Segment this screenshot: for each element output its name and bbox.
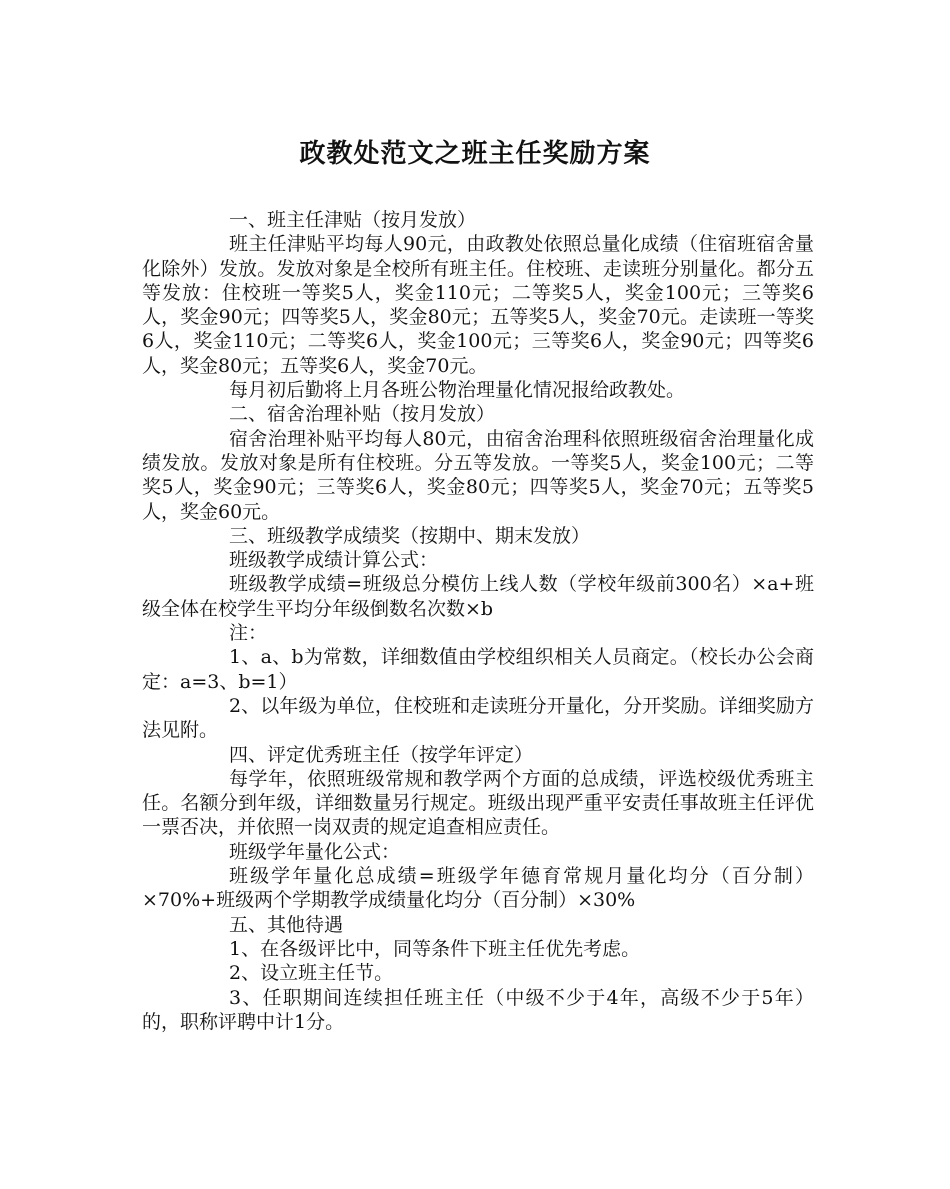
document-title: 政教处范文之班主任奖励方案 xyxy=(299,139,651,169)
paragraph: 每月初后勤将上月各班公物治理量化情况报给政教处。 xyxy=(229,379,686,402)
section-heading-5: 五、其他待遇 xyxy=(229,913,344,936)
section-heading-4: 四、评定优秀班主任（按学年评定） xyxy=(229,743,534,766)
paragraph: 班主任津贴平均每人90元，由政教处依照总量化成绩（住宿班宿舍量化除外）发放。发放对象是全校所有班主任。住校班、走读班分别量化。都分五等发放：住校班一等奖5人，奖金110元；二等奖5人，奖金100元；三等奖6人，奖金90元；四等奖5人，奖金80元；五等奖5人，奖金70元。走读班一等奖6人，奖金110元；二等奖6人，奖金100元；三等奖6人，奖金90元；四等奖6人，奖金80元；五等奖6人，奖金70元。 xyxy=(142,233,814,377)
formula-paragraph: 班级学年量化总成绩=班级学年德育常规月量化均分（百分制）×70%+班级两个学期教学成绩量化均分（百分制）×30% xyxy=(142,865,814,912)
formula-paragraph: 班级教学成绩=班级总分模仿上线人数（学校年级前300名）×a+班级全体在校学生平均分年级倒数名次数×b xyxy=(142,573,814,620)
paragraph: 宿舍治理补贴平均每人80元，由宿舍治理科依照班级宿舍治理量化成绩发放。发放对象是所有住校班。分五等发放。一等奖5人，奖金100元；二等奖5人，奖金90元；三等奖6人，奖金80元；四等奖5人，奖金70元；五等奖5人，奖金60元。 xyxy=(142,427,814,523)
section-heading-2: 二、宿舍治理补贴（按月发放） xyxy=(229,403,496,426)
paragraph: 班级教学成绩计算公式： xyxy=(229,549,439,572)
note-item: 2、以年级为单位，住校班和走读班分开量化，分开奖励。详细奖励方法见附。 xyxy=(142,694,814,742)
list-item: 2、设立班主任节。 xyxy=(229,962,394,985)
section-heading-1: 一、班主任津贴（按月发放） xyxy=(229,209,477,231)
list-item: 3、任职期间连续担任班主任（中级不少于4年，高级不少于5年）的，职称评聘中计1分。 xyxy=(142,986,814,1033)
list-item: 1、在各级评比中，同等条件下班主任优先考虑。 xyxy=(229,937,641,960)
paragraph: 班级学年量化公式： xyxy=(229,840,401,863)
paragraph: 每学年，依照班级常规和教学两个方面的总成绩，评选校级优秀班主任。名额分到年级，详细数量另行规定。班级出现严重平安责任事故班主任评优一票否决，并依照一岗双责的规定追查相应责任。 xyxy=(142,767,814,839)
note-label: 注： xyxy=(229,622,268,645)
document-body xyxy=(142,208,814,1034)
note-item: 1、a、b为常数，详细数值由学校组织相关人员商定。（校长办公会商定：a=3、b=1） xyxy=(142,646,814,693)
section-heading-3: 三、班级教学成绩奖（按期中、期末发放） xyxy=(229,524,591,547)
